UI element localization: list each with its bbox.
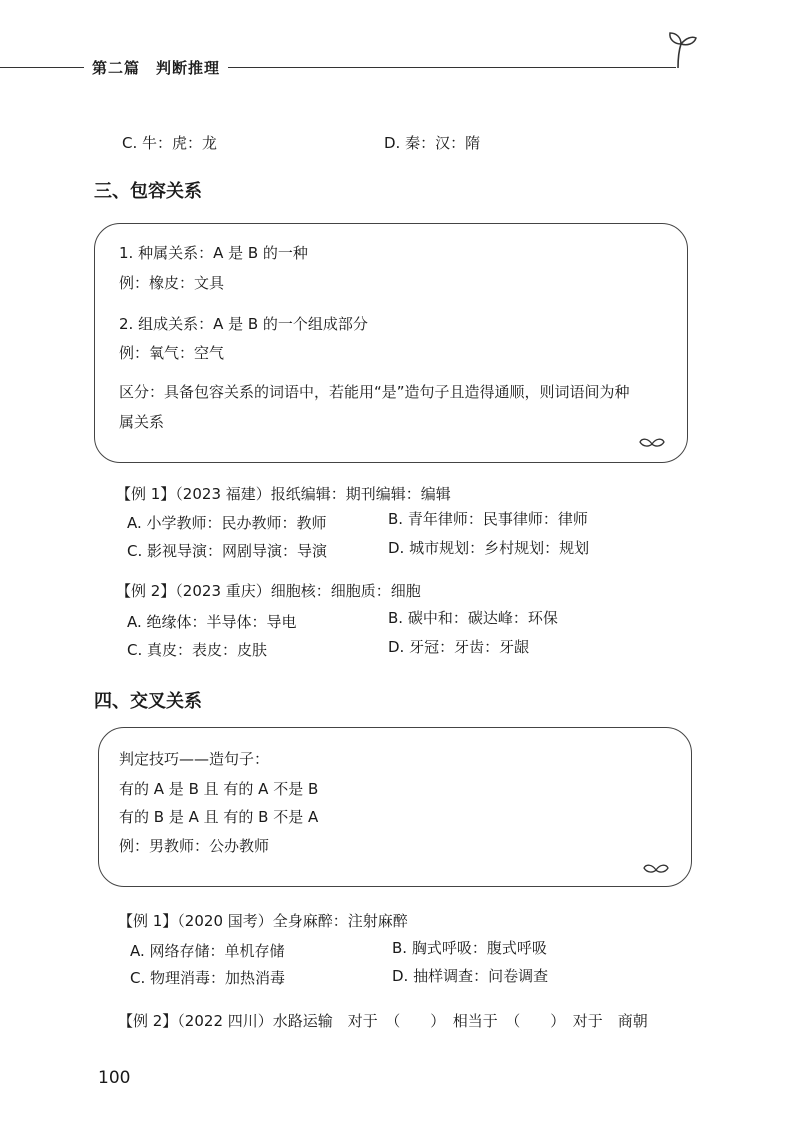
option-d: D. 牙冠：牙齿：牙龈 [388,638,530,656]
option-b: B. 青年律师：民事律师：律师 [388,510,588,528]
option-d: D. 抽样调查：问卷调查 [392,967,549,985]
note-line: 有的 B 是 A 且 有的 B 不是 A [119,808,319,826]
note-line: 有的 A 是 B 且 有的 A 不是 B [119,780,319,798]
option-c: C. 影视导演：网剧导演：导演 [127,542,328,560]
header-rule-right [228,67,676,68]
intersection-note-box [98,727,692,887]
option-b: B. 碳中和：碳达峰：环保 [388,609,558,627]
leaf-icon [643,862,669,876]
page-number: 100 [98,1068,131,1088]
note-line: 例：氧气：空气 [119,344,225,362]
sprout-icon [664,28,700,70]
option-a: A. 小学教师：民办教师：教师 [127,514,327,532]
note-line: 例：男教师：公办教师 [119,837,270,855]
note-line: 判定技巧——造句子： [119,750,270,768]
example-header: 【例 2】（2022 四川）水路运输 对于 （ ） 相当于 （ ） 对于 商朝 [118,1012,648,1030]
option-b: B. 胸式呼吸：腹式呼吸 [392,939,547,957]
note-line: 属关系 [119,413,165,431]
note-line: 2. 组成关系：A 是 B 的一个组成部分 [119,315,368,333]
example-header: 【例 1】（2023 福建）报纸编辑：期刊编辑：编辑 [116,485,451,503]
note-line: 区分：具备包容关系的词语中，若能用“是”造句子且造得通顺，则词语间为种 [119,383,630,401]
note-line: 例：橡皮：文具 [119,274,225,292]
option-c: C. 真皮：表皮：皮肤 [127,641,268,659]
chapter-title: 第二篇 判断推理 [92,59,221,77]
inclusion-note-box [94,223,688,463]
section-title-intersection: 四、交叉关系 [94,691,202,712]
example-header: 【例 1】（2020 国考）全身麻醉：注射麻醉 [118,912,408,930]
option-a: A. 绝缘体：半导体：导电 [127,613,297,631]
option-c: C. 物理消毒：加热消毒 [130,969,286,987]
example-header: 【例 2】（2023 重庆）细胞核：细胞质：细胞 [116,582,421,600]
option-a: A. 网络存储：单机存储 [130,942,285,960]
section-title-inclusion: 三、包容关系 [94,181,202,202]
note-line: 1. 种属关系：A 是 B 的一种 [119,244,308,262]
option-d: D. 城市规划：乡村规划：规划 [388,539,590,557]
header-rule-left [0,67,84,68]
option-c-prev: C. 牛：虎：龙 [122,134,218,152]
leaf-icon [639,436,665,450]
option-d-prev: D. 秦：汉：隋 [384,134,481,152]
